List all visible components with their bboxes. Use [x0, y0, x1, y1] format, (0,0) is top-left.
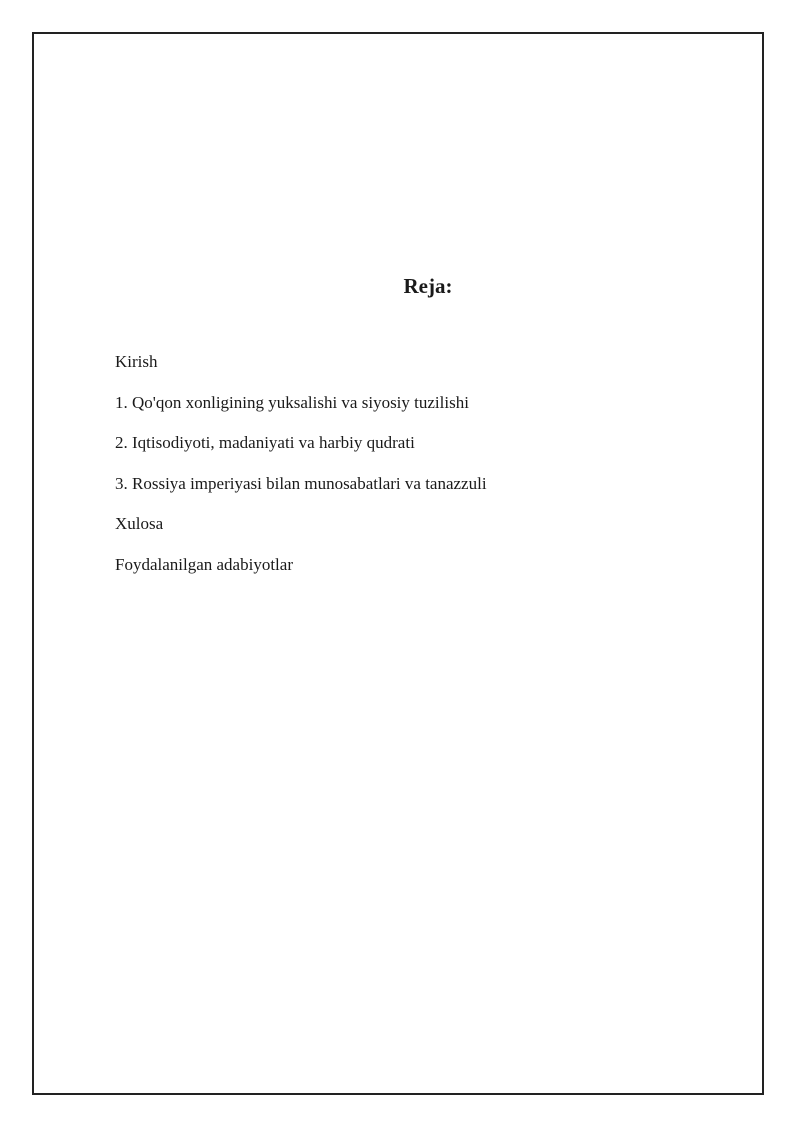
- plan-item-1: 1. Qo'qon xonligining yuksalishi va siyosiy tuzilishi: [115, 392, 469, 412]
- plan-title: Reja:: [403, 274, 453, 298]
- plan-list: [115, 352, 487, 595]
- plan-item-introduction: Kirish: [115, 352, 158, 371]
- plan-item-2: 2. Iqtisodiyoti, madaniyati va harbiy qudrati: [115, 433, 415, 452]
- plan-item-references: Foydalanilgan adabiyotlar: [115, 554, 293, 574]
- plan-item-3: 3. Rossiya imperiyasi bilan munosabatlari va tanazzuli: [115, 473, 487, 493]
- plan-item-conclusion: Xulosa: [115, 514, 164, 533]
